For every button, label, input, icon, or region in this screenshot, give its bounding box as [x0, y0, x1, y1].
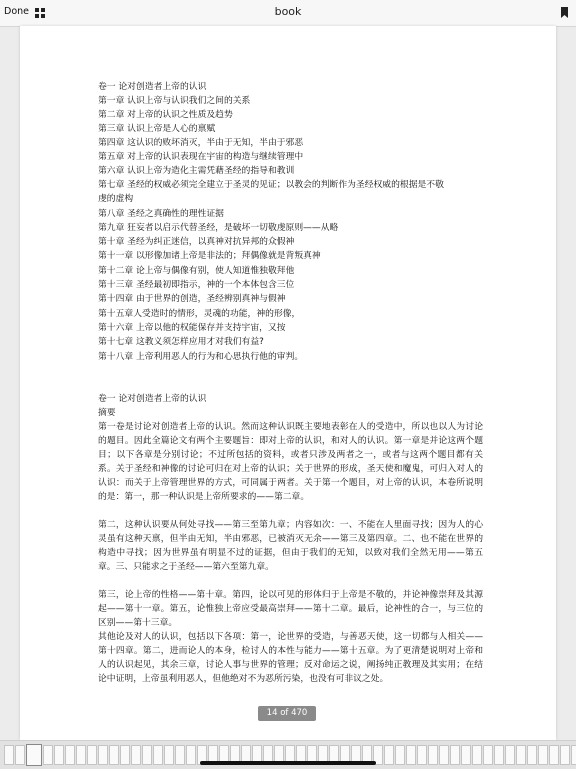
page-thumbnail[interactable]	[175, 745, 185, 765]
section-subheading: 摘要	[98, 408, 116, 418]
toc-line: 第一章 认识上帝与认识我们之间的关系	[98, 96, 251, 106]
toc-line: 第四章 这认识的败坏消灭，半由于无知，半由于邪恶	[98, 138, 304, 148]
home-indicator	[200, 761, 376, 765]
toc-line: 第十四章 由于世界的创造，圣经辨别真神与假神	[98, 294, 286, 304]
page-thumbnail[interactable]	[472, 745, 482, 765]
toc-line: 第二章 对上帝的认识之性质及趋势	[98, 110, 233, 120]
page-thumbnail[interactable]	[428, 745, 438, 765]
toc-line: 第十一章 以形像加诸上帝是非法的；拜偶像就是背叛真神	[98, 251, 321, 261]
toc-line: 第十五章人受造时的情形，灵魂的功能，神的形像，	[98, 309, 301, 319]
page-thumbnail[interactable]	[494, 745, 504, 765]
toc-line: 第十章 圣经为纠正迷信，以真神对抗异邦的众假神	[98, 237, 295, 247]
toc-line: 第十七章 这教义须怎样应用才对我们有益?	[98, 337, 264, 347]
page-thumbnail[interactable]	[483, 745, 493, 765]
page-thumbnail[interactable]	[186, 745, 196, 765]
page-thumbnail[interactable]	[417, 745, 427, 765]
summary-paragraph: 第三，论上帝的性格——第十章。第四，论以可见的形体归于上帝是不敬的，并论神像崇拜及其源起——第十一章。第五，论惟独上帝应受最高崇拜——第十二章。最后，论神性的合一，与三位的区别——第十三章。	[98, 590, 483, 628]
page-thumbnail[interactable]	[439, 745, 449, 765]
toc-line: 第七章 圣经的权威必须完全建立于圣灵的见证；以教会的判断作为圣经权威的根据是不敬	[98, 180, 444, 190]
document-title: book	[274, 5, 302, 18]
page-thumbnail[interactable]	[164, 745, 174, 765]
page-thumbnail[interactable]	[527, 745, 537, 765]
page-thumbnail[interactable]	[142, 745, 152, 765]
toc-line: 第八章 圣经之真确性的理性证据	[98, 209, 224, 219]
toc-line: 第十八章 上帝利用恶人的行为和心思执行他的审判。	[98, 352, 304, 362]
page-thumbnail[interactable]	[87, 745, 97, 765]
page-thumbnail[interactable]	[571, 745, 576, 765]
toc-line: 第十二章 论上帝与偶像有别，使人知道惟独敬拜他	[98, 266, 295, 276]
page-thumbnail[interactable]	[98, 745, 108, 765]
page-thumbnail[interactable]	[65, 745, 75, 765]
page-thumbnail[interactable]	[516, 745, 526, 765]
toc-line: 第三章 认识上帝是人心的禀赋	[98, 124, 216, 134]
bookmark-icon[interactable]	[561, 7, 568, 18]
page-thumbnail[interactable]	[4, 745, 14, 765]
summary-paragraph: 第一卷是讨论对创造者上帝的认识。然而这种认识既主要地表彰在人的受造中，所以也以人为讨论的题目。因此全篇论文有两个主要题旨：即对上帝的认识，和对人的认识。第一章是并论这两个题目；以下各章是分别讨论；不过所包括的资料，或者只涉及两者之一，或者与这两个题目都有关系。关于圣经和神像的讨论可归在对上帝的认识；关于世界的形成，圣天使和魔鬼，可归入对人的认识：而关于上帝管理世界的方式，可同属于两者。关于第一个题目，对上帝的认识，本卷所说明的是：第一，那一种认识是上帝所要求的——第二章。	[98, 422, 483, 502]
summary-paragraph: 其他论及对人的认识，包括以下各项：第一，论世界的受造，与善恶天使，这一切都与人相关——第十四章。第二，进而论人的本身，检讨人的本性与能力——第十五章。为了更清楚说明对上帝和人的认识起见，其余三章，讨论人事与世界的管理；反对命运之说，阐扬纯正教理及其实用；在结论中证明，上帝虽利用恶人，但他绝对不为恶所污染，也没有可非议之处。	[98, 632, 483, 684]
page-thumbnail[interactable]	[54, 745, 64, 765]
page-indicator: 14 of 470	[258, 706, 316, 721]
page-thumbnail[interactable]	[538, 745, 548, 765]
toc-line: 第九章 狂妄者以启示代替圣经，是破坏一切敬虔原则——从略	[98, 223, 339, 233]
toc-line: 第六章 认识上帝为造化主需凭藉圣经的指导和教训	[98, 166, 295, 176]
toc-line: 第十三章 圣经最初即指示，神的一个本体包含三位	[98, 280, 295, 290]
page-thumbnail[interactable]	[560, 745, 570, 765]
page-thumbnail[interactable]	[406, 745, 416, 765]
toc-line: 第五章 对上帝的认识表现在宇宙的构造与继续管理中	[98, 152, 304, 162]
page-thumbnail[interactable]	[461, 745, 471, 765]
page-thumbnail[interactable]	[505, 745, 515, 765]
summary-paragraph: 第二，这种认识要从何处寻找——第三至第九章；内容如次：一、不能在人里面寻找；因为人的心灵虽有这种天禀，但半由无知，半由邪恶，已被消灭无余——第三及第四章。二、也不能在世界的构造中寻找；因为世界虽有明显不过的证据，但由于我们的无知，以致对我们全然无用——第五章。三、只能求之于圣经——第六至第九章。	[98, 520, 483, 572]
page-thumbnail[interactable]	[395, 745, 405, 765]
page-thumbnail[interactable]	[43, 745, 53, 765]
toc-line: 虔的虚构	[98, 194, 134, 204]
done-button[interactable]: Done	[4, 6, 29, 17]
toc-line: 卷一 论对创造者上帝的认识	[98, 82, 207, 92]
page-thumbnail[interactable]	[120, 745, 130, 765]
section-heading: 卷一 论对创造者上帝的认识	[98, 394, 207, 404]
page-thumbnail[interactable]	[153, 745, 163, 765]
page-thumbnail[interactable]	[15, 745, 25, 765]
page-thumbnail[interactable]	[450, 745, 460, 765]
page-thumbnail[interactable]	[131, 745, 141, 765]
page-thumbnail[interactable]	[549, 745, 559, 765]
page-thumbnail[interactable]	[384, 745, 394, 765]
top-toolbar	[0, 0, 576, 27]
page-thumbnail[interactable]	[109, 745, 119, 765]
document-page[interactable]	[20, 26, 556, 740]
toc-line: 第十六章 上帝以他的权能保存并支持宇宙，又按	[98, 323, 286, 333]
page-thumbnail[interactable]	[26, 744, 42, 766]
page-thumbnail[interactable]	[76, 745, 86, 765]
